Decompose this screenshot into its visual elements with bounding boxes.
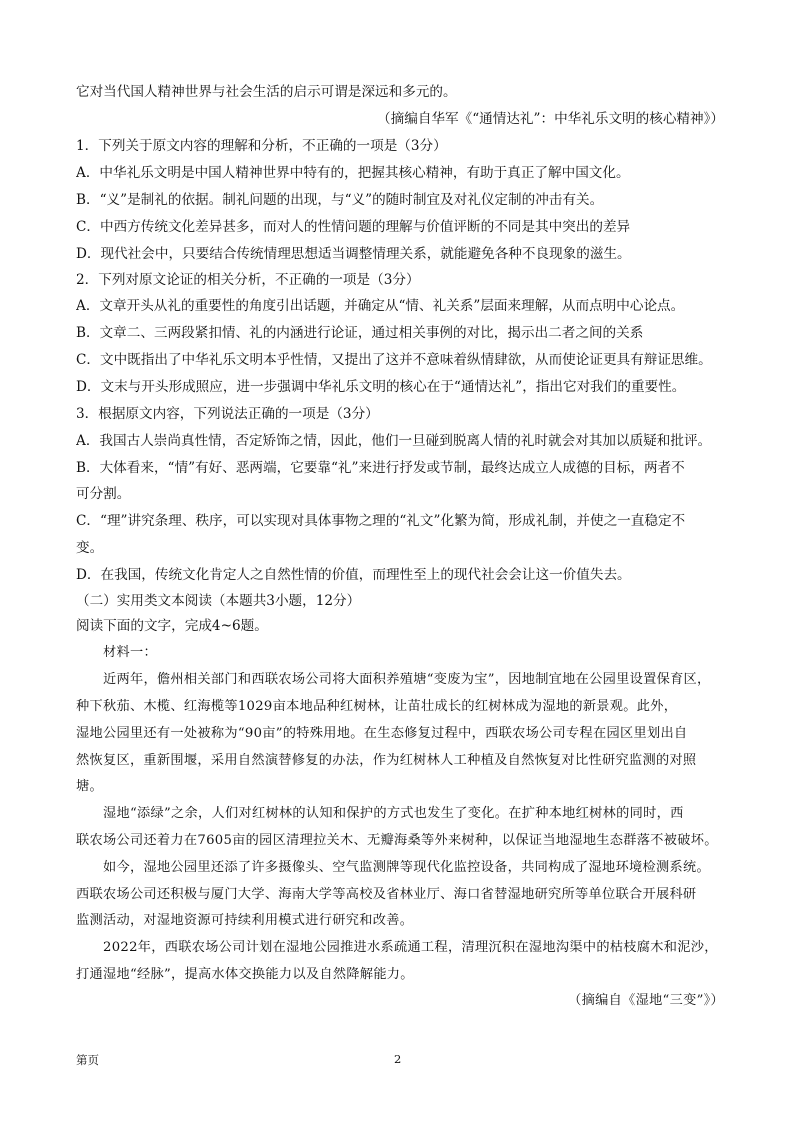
paragraph-4-line: 打通湿地“经脉”，提高水体交换能力以及自然降解能力。 <box>76 967 414 982</box>
paragraph-2-line: 湿地“添绿”之余，人们对红树林的认知和保护的方式也发生了变化。在扩种本地红树林的同时，西 <box>103 806 684 821</box>
section-instruction: 阅读下面的文字，完成4~6题。 <box>76 618 268 634</box>
paragraph-1-line: 湿地公园里还有一处被称为“90亩”的特殊用地。在生态修复过程中，西联农场公司专程在园区里划出自 <box>76 726 688 741</box>
material-source: （摘编自《湿地“三变”》） <box>568 993 724 1008</box>
intro-line: 它对当代国人精神世界与社会生活的启示可谓是深远和多元的。 <box>76 84 457 100</box>
question-1-option-d: D．现代社会中，只要结合传统情理思想适当调整情理关系，就能避免各种不良现象的滋生。 <box>76 246 631 262</box>
footer-page-number: 2 <box>394 1052 402 1066</box>
paragraph-3-line: 西联农场公司还积极与厦门大学、海南大学等高校及省林业厅、海口省替湿地研究所等单位联合开展科研 <box>76 887 697 902</box>
paragraph-3-line: 监测活动，对湿地资源可持续利用模式进行研究和改善。 <box>76 913 414 928</box>
question-3-option-d: D．在我国，传统文化肯定人之自然性情的价值，而理性至上的现代社会会让这一价值失去。 <box>76 567 631 583</box>
footer-page-label: 第页 <box>76 1053 99 1067</box>
material-label: 材料一： <box>103 645 157 660</box>
question-3-option-b: B．大体看来，“情”有好、恶两端，它要靠“礼”来进行抒发或节制，最终达成立人成德的目标，两者不 <box>76 460 685 476</box>
intro-source: （摘编自华军《“通情达礼”：中华礼乐文明的核心精神》） <box>377 111 724 127</box>
question-2-option-c: C．文中既指出了中华礼乐文明本乎性情，又提出了这并不意味着纵情肆欲，从而使论证更具有辩证思维。 <box>76 352 712 368</box>
paragraph-1-line: 塘。 <box>76 779 103 794</box>
question-1-stem: 1．下列关于原文内容的理解和分析，不正确的一项是（3分） <box>76 138 447 154</box>
question-2-option-d: D．文末与开头形成照应，进一步强调中华礼乐文明的核心在于“通情达礼”，指出它对我们的重要性。 <box>76 379 686 395</box>
question-3-option-c-cont: 变。 <box>76 540 104 556</box>
question-2-stem: 2．下列对原文论证的相关分析，不正确的一项是（3分） <box>76 272 420 288</box>
question-3-option-b-cont: 可分割。 <box>76 486 131 502</box>
question-3-option-c: C．“理”讲究条理、秩序，可以实现对具体事物之理的“礼文”化繁为简，形成礼制，并使之一直稳定不 <box>76 513 686 529</box>
paragraph-1-line: 种下秋茄、木榄、红海榄等1029亩本地品种红树林，让苗壮成长的红树林成为湿地的新景观。此外， <box>76 699 678 714</box>
question-2-option-b: B．文章二、三两段紧扣情、礼的内涵进行论证，通过相关事例的对比，揭示出二者之间的关系 <box>76 325 644 341</box>
question-1-option-b: B．“义”是制礼的依据。制礼问题的出现，与“义”的随时制宜及对礼仪定制的冲击有关。 <box>76 192 604 208</box>
question-3-stem: 3．根据原文内容，下列说法正确的一项是（3分） <box>76 406 379 422</box>
paragraph-2-line: 联农场公司还着力在7605亩的园区清理拉关木、无瓣海桑等外来树种，以保证当地湿地生态群落不被破坏。 <box>76 833 718 848</box>
paragraph-1-line: 近两年，儋州相关部门和西联农场公司将大面积养殖塘“变废为宝”，因地制宜地在公园里设置保育区， <box>103 672 711 687</box>
question-1-option-a: A．中华礼乐文明是中国人精神世界中特有的，把握其核心精神，有助于真正了解中国文化。 <box>76 165 630 181</box>
question-3-option-a: A．我国古人崇尚真性情，否定矫饰之情，因此，他们一旦碰到脱离人情的礼时就会对其加以质疑和批评。 <box>76 433 712 449</box>
paragraph-4-line: 2022年，西联农场公司计划在湿地公园推进水系疏通工程，清理沉积在湿地沟渠中的枯枝腐木和泥沙， <box>103 940 718 955</box>
section-heading: （二）实用类文本阅读（本题共3小题，12分） <box>76 593 361 609</box>
question-1-option-c: C．中西方传统文化差异甚多，而对人的性情问题的理解与价值评断的不同是其中突出的差异 <box>76 219 631 235</box>
paragraph-3-line: 如今，湿地公园里还添了许多摄像头、空气监测牌等现代化监控设备，共同构成了湿地环境检测系统。 <box>103 860 710 875</box>
paragraph-1-line: 然恢复区，重新围堰，采用自然演替修复的办法，作为红树林人工种植及自然恢复对比性研究监测的对照 <box>76 753 697 768</box>
question-2-option-a: A．文章开头从礼的重要性的角度引出话题，并确定从“情、礼关系”层面来理解，从而点明中心论点。 <box>76 298 685 314</box>
